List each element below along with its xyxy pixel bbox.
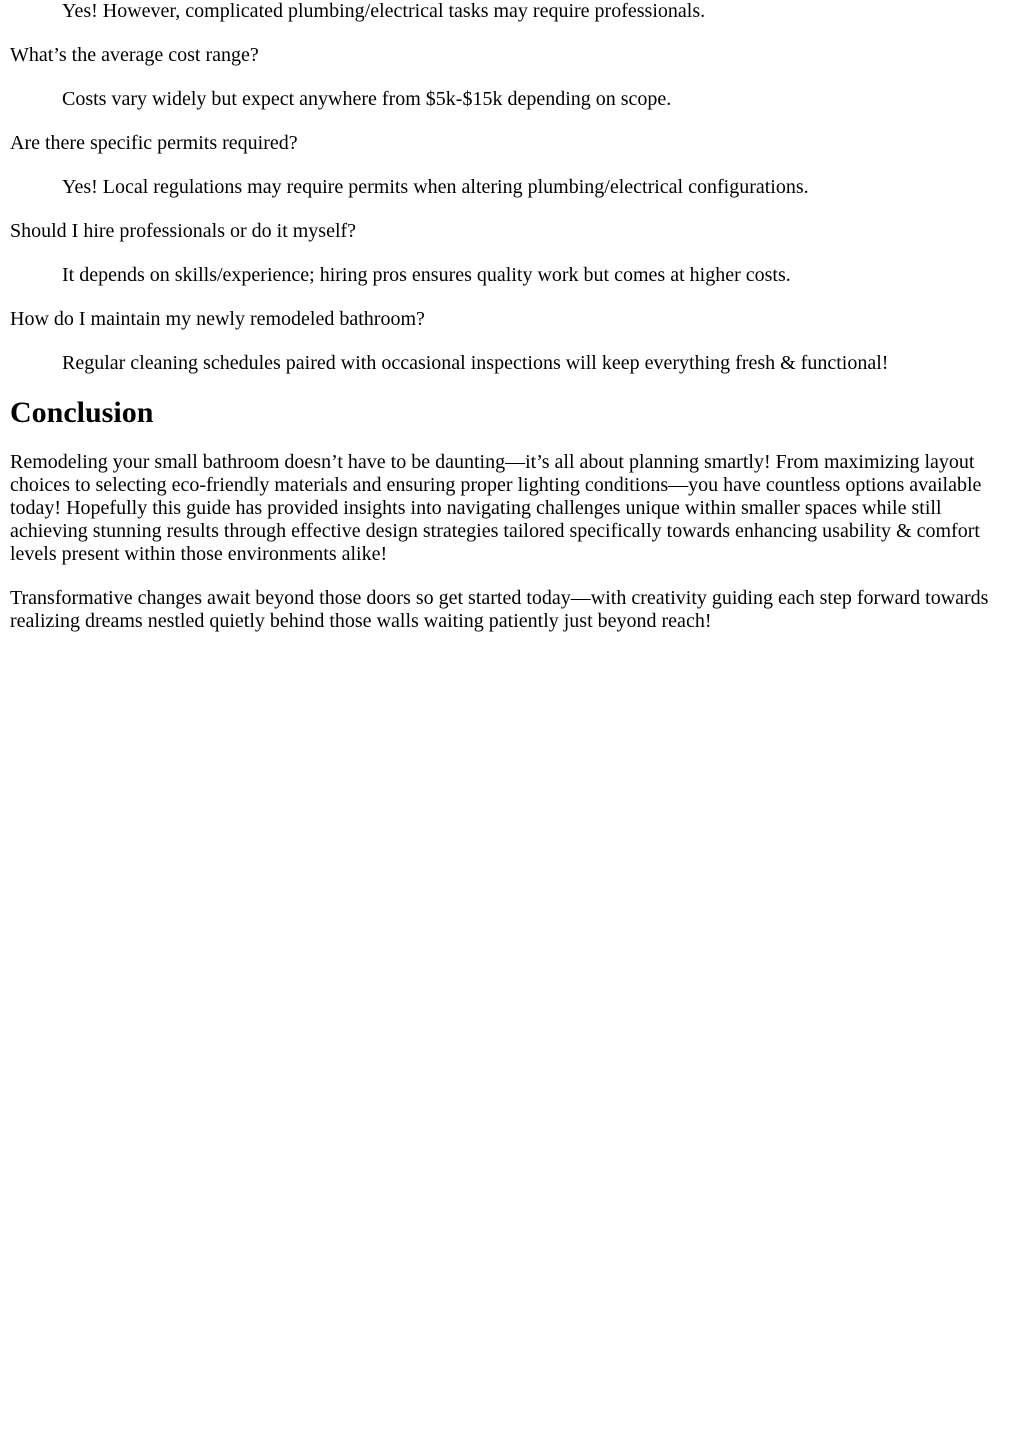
conclusion-heading: Conclusion (10, 396, 154, 429)
conclusion-paragraph: Transformative changes await beyond those doors so get started today—with creativity guiding each step forward towards realizing dreams nestled quietly behind those walls waiting patiently just beyond reach! (10, 587, 989, 632)
faq-question: Should I hire professionals or do it myself? (10, 220, 357, 242)
faq-answer: Regular cleaning schedules paired with occasional inspections will keep everything fresh & functional! (62, 352, 889, 374)
faq-answer: Yes! However, complicated plumbing/electrical tasks may require professionals. (62, 0, 706, 22)
faq-answer: Costs vary widely but expect anywhere from $5k-$15k depending on scope. (62, 88, 672, 110)
faq-list (10, 0, 1014, 375)
faq-question: Are there specific permits required? (10, 132, 298, 154)
faq-question: How do I maintain my newly remodeled bathroom? (10, 308, 425, 330)
faq-question: What’s the average cost range? (10, 44, 259, 66)
faq-answer: Yes! Local regulations may require permits when altering plumbing/electrical configurations. (62, 176, 809, 198)
article-page (0, 0, 1024, 633)
faq-answer: It depends on skills/experience; hiring pros ensures quality work but comes at higher costs. (62, 264, 791, 286)
conclusion-paragraph: Remodeling your small bathroom doesn’t have to be daunting—it’s all about planning smartly! From maximizing layout choices to selecting eco-friendly materials and ensuring proper lighting conditions—you have countless options available today! Hopefully this guide has provided insights into navigating challenges unique within smaller spaces while still achieving stunning results through effective design strategies tailored specifically towards enhancing usability & comfort levels present within those environments alike! (10, 451, 982, 565)
